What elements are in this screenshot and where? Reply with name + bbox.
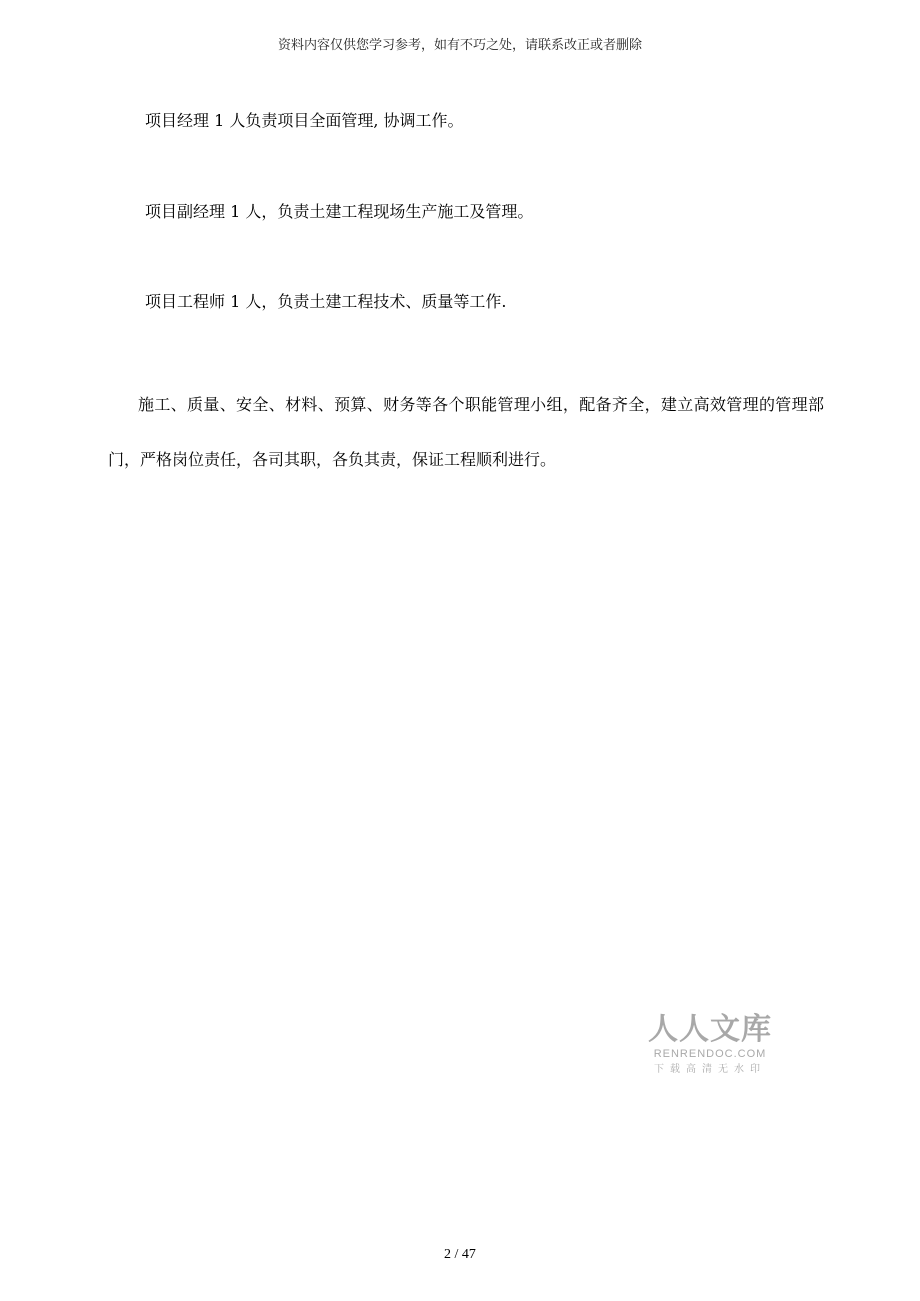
watermark-subtitle: 下载高清无水印 [654, 1064, 766, 1075]
paragraph-deputy-manager: 项目副经理 1 人，负责土建工程现场生产施工及管理。 [145, 202, 534, 221]
paragraph-project-manager: 项目经理 1 人负责项目全面管理, 协调工作。 [145, 111, 464, 130]
paragraph-management-groups: 施工、质量、安全、材料、预算、财务等各个职能管理小组，配备齐全，建立高效管理的管理部门，严格岗位责任，各司其职，各负其责，保证工程顺利进行。 [108, 395, 824, 469]
page-number: 2 / 47 [444, 1247, 476, 1262]
paragraph-project-engineer: 项目工程师 1 人，负责土建工程技术、质量等工作. [145, 292, 507, 311]
watermark-title: 人人文库 [648, 1012, 772, 1047]
watermark-logo [646, 1013, 774, 1077]
page-header-notice: 资料内容仅供您学习参考，如有不巧之处，请联系改正或者删除 [277, 38, 642, 53]
watermark-domain: RENRENDOC.COM [653, 1048, 767, 1060]
